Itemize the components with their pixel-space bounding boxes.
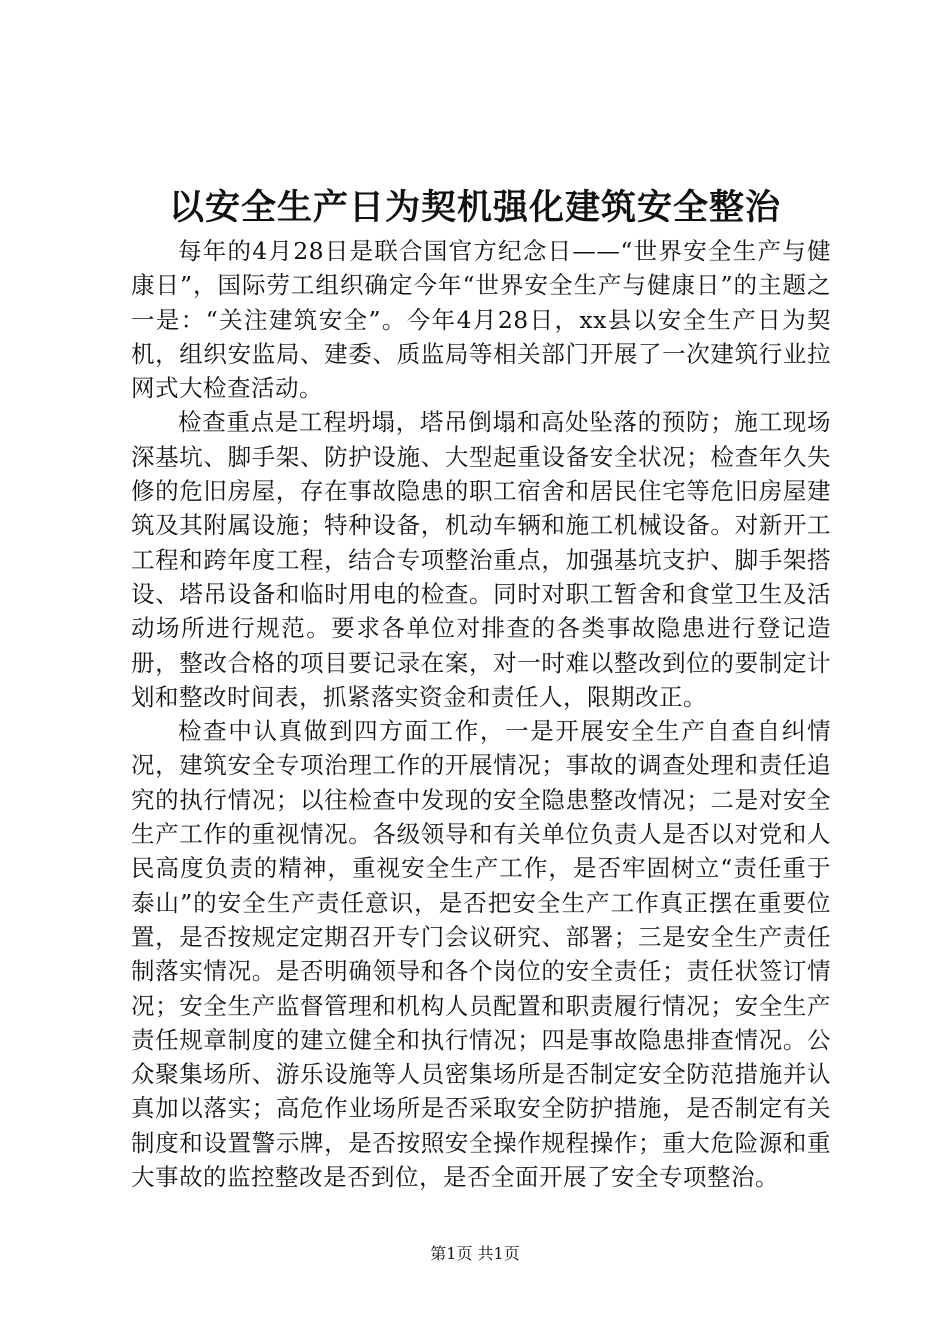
page-number-footer: 第1页 共1页 [430,1244,520,1263]
document-title: 以安全生产日为契机强化建筑安全整治 [168,187,781,228]
paragraph-2: 检查重点是工程坍塌，塔吊倒塌和高处坠落的预防；施工现场深基坑、脚手架、防护设施、大型起重设备安全状况；检查年久失修的危旧房屋，存在事故隐患的职工宿舍和居民住宅等危旧房屋建筑及其附属设施；特种设备，机动车辆和施工机械设备。对新开工工程和跨年度工程，结合专项整治重点，加强基坑支护、脚手架搭设、塔吊设备和临时用电的检查。同时对职工暂舍和食堂卫生及活动场所进行规范。要求各单位对排查的各类事故隐患进行登记造册，整改合格的项目要记录在案，对一时难以整改到位的要制定计划和整改时间表，抓紧落实资金和责任人，限期改正。 [131,408,831,711]
paragraph-1: 每年的4月28日是联合国官方纪念日——“世界安全生产与健康日”，国际劳工组织确定今年“世界安全生产与健康日”的主题之一是：“关注建筑安全”。今年4月28日，xx县以安全生产日为契机，组织安监局、建委、质监局等相关部门开展了一次建筑行业拉网式大检查活动。 [131,237,831,403]
paragraph-3: 检查中认真做到四方面工作，一是开展安全生产自查自纠情况，建筑安全专项治理工作的开展情况；事故的调查处理和责任追究的执行情况；以往检查中发现的安全隐患整改情况；二是对安全生产工作的重视情况。各级领导和有关单位负责人是否以对党和人民高度负责的精神，重视安全生产工作，是否牢固树立“责任重于泰山”的安全生产责任意识，是否把安全生产工作真正摆在重要位置，是否按规定定期召开专门会议研究、部署；三是安全生产责任制落实情况。是否明确领导和各个岗位的安全责任；责任状签订情况；安全生产监督管理和机构人员配置和职责履行情况；安全生产责任规章制度的建立健全和执行情况；四是事故隐患排查情况。公众聚集场所、游乐设施等人员密集场所是否制定安全防范措施并认真加以落实；高危作业场所是否采取安全防护措施，是否制定有关制度和设置警示牌，是否按照安全操作规程操作；重大危险源和重大事故的监控整改是否到位，是否全面开展了安全专项整治。 [131,717,831,1192]
document-body [131,234,831,1194]
